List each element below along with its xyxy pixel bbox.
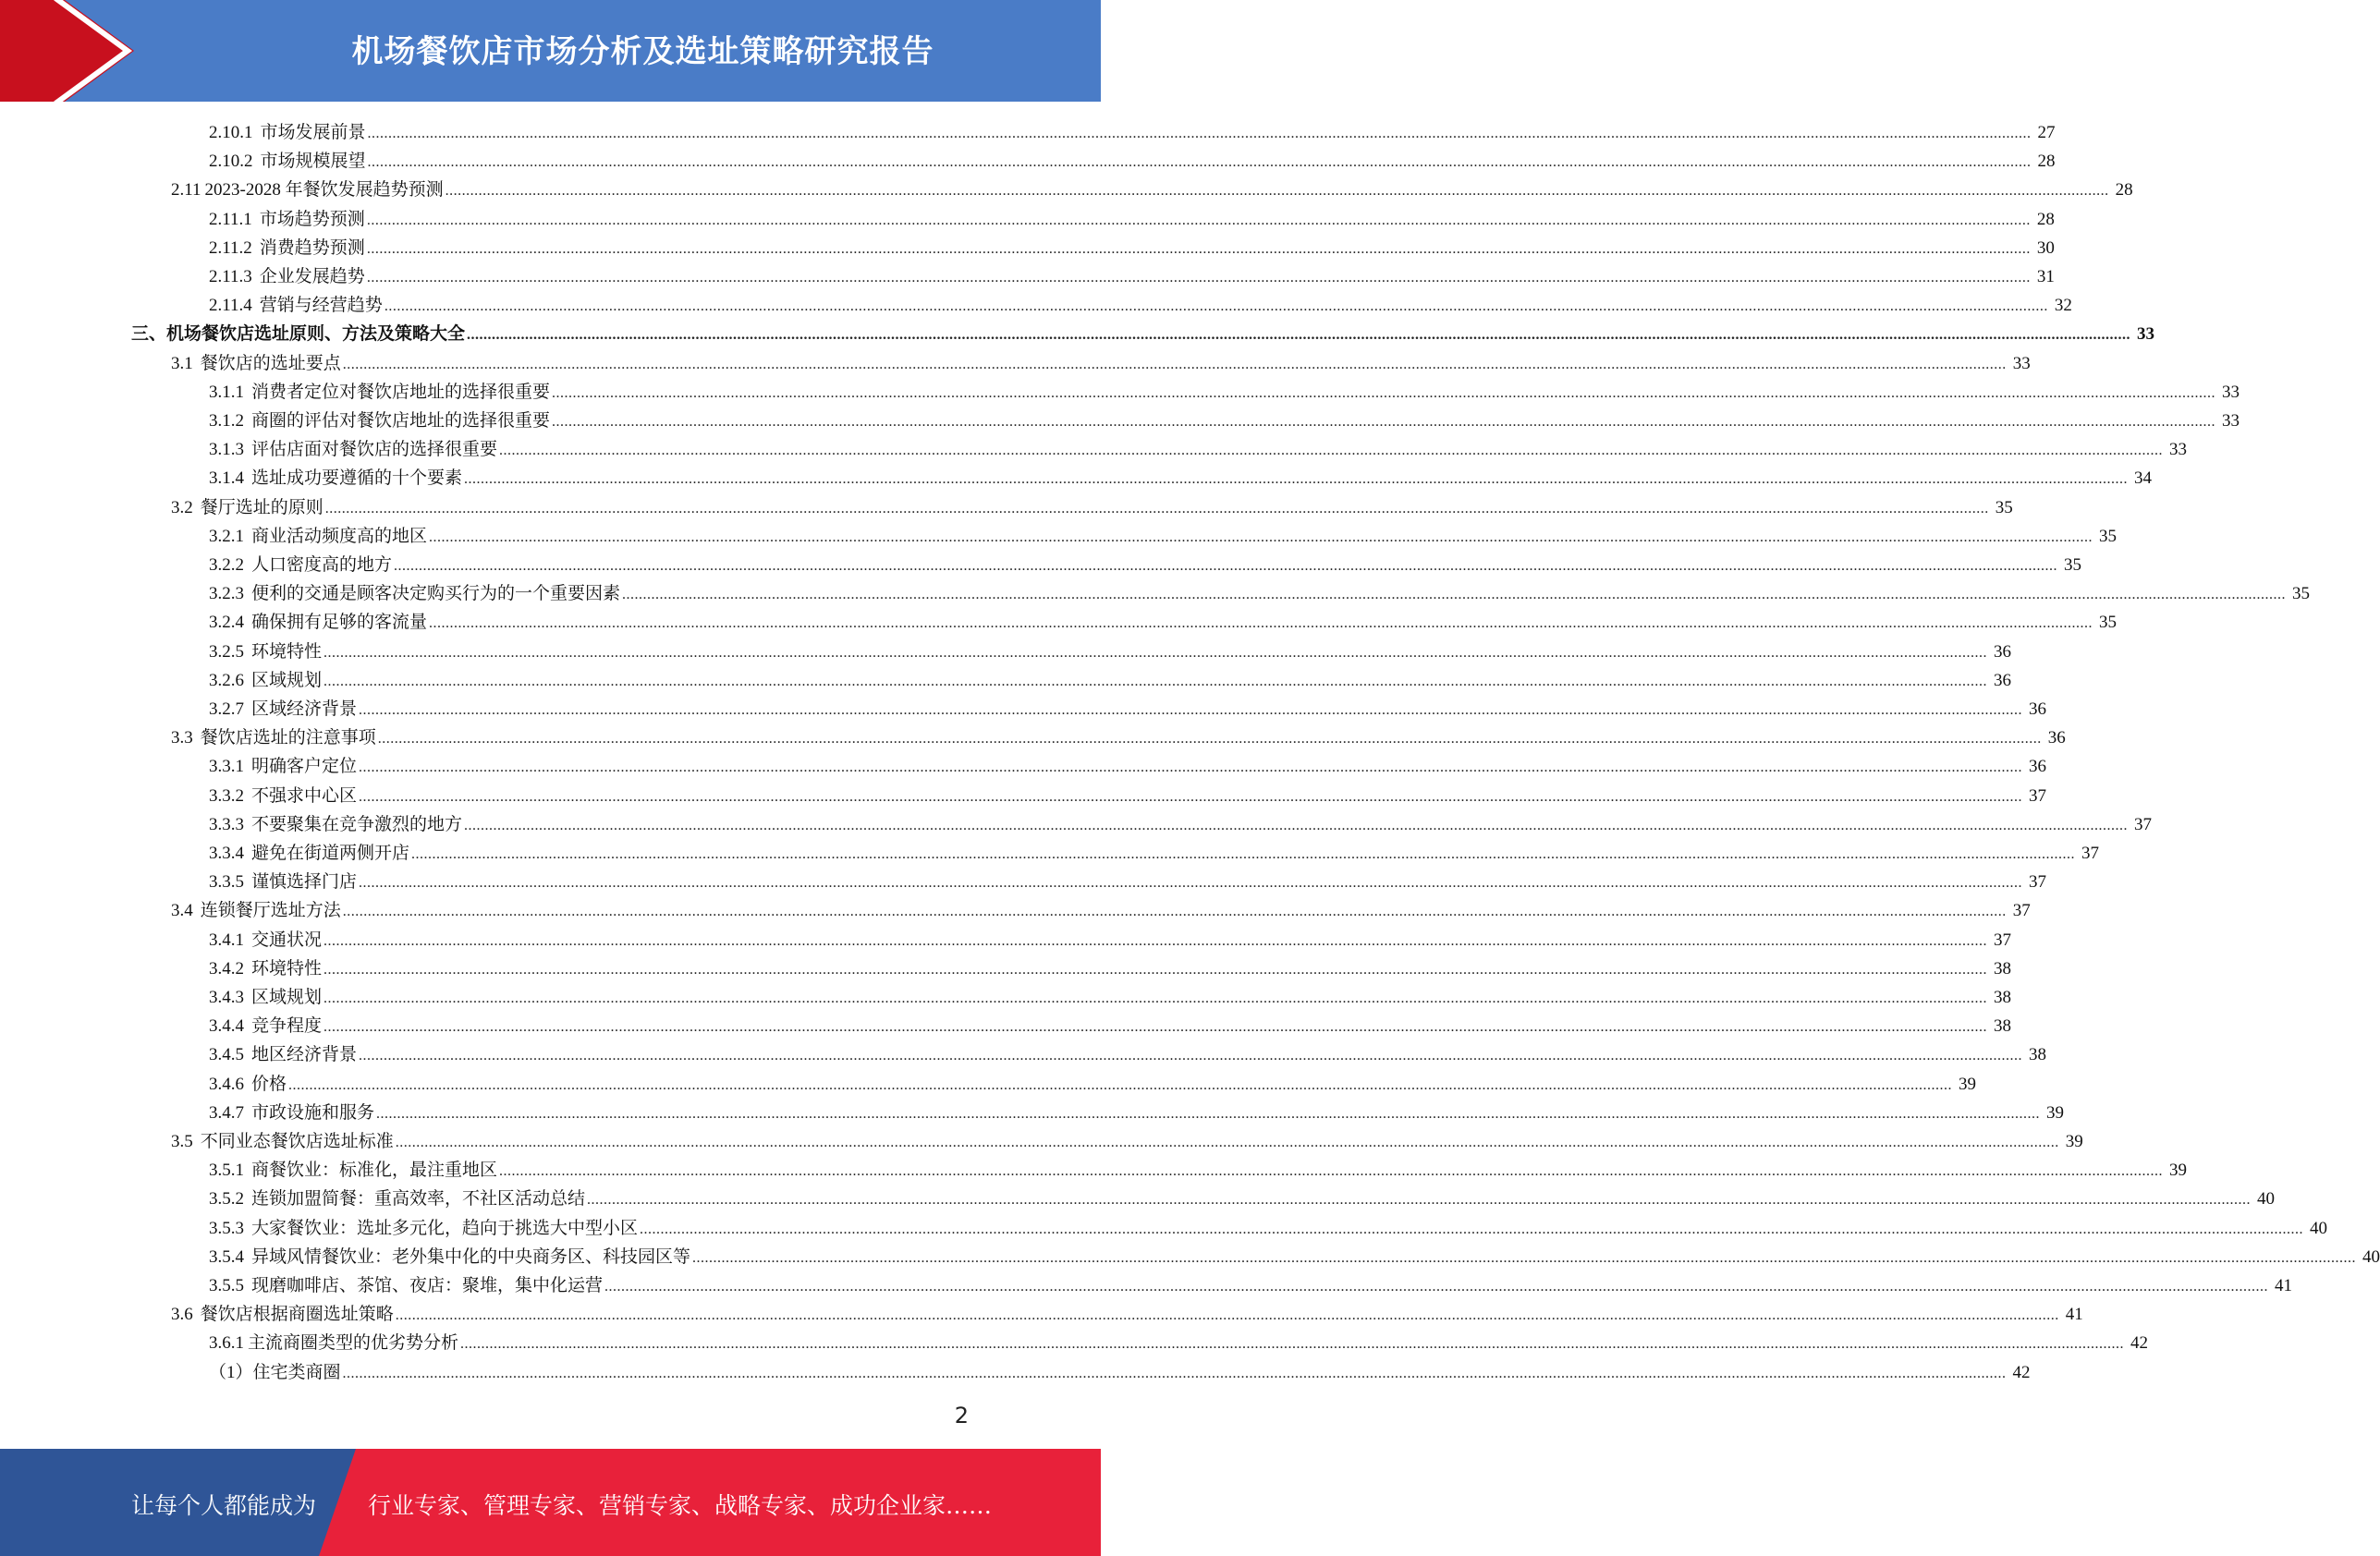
toc-leader-dots: ................................................................................................................................................................................................................................................................................................................................................................................................................ <box>323 991 1988 1006</box>
toc-entry[interactable] <box>171 1300 2083 1329</box>
toc-leader-dots: ................................................................................................................................................................................................................................................................................................................................................................................................................ <box>359 788 2023 805</box>
toc-entry[interactable] <box>171 723 2066 752</box>
toc-leader-dots: ................................................................................................................................................................................................................................................................................................................................................................................................................ <box>359 702 2023 718</box>
toc-entry[interactable] <box>209 407 2240 435</box>
toc-entry-title: 餐饮店的选址要点 <box>200 353 341 373</box>
toc-leader-dots: ................................................................................................................................................................................................................................................................................................................................................................................................................ <box>323 932 1988 949</box>
toc-leader-dots: ................................................................................................................................................................................................................................................................................................................................................................................................................ <box>359 760 2023 776</box>
toc-leader-dots: ................................................................................................................................................................................................................................................................................................................................................................................................................ <box>324 500 1989 517</box>
page-number: 2 <box>954 1403 969 1428</box>
toc-leader-dots: ................................................................................................................................................................................................................................................................................................................................................................................................................ <box>366 212 2031 228</box>
toc-entry[interactable] <box>209 1040 2047 1069</box>
toc-entry-page: 35 <box>2099 613 2118 633</box>
toc-leader-dots: ................................................................................................................................................................................................................................................................................................................................................................................................................ <box>359 875 2023 892</box>
toc-leader-dots: ................................................................................................................................................................................................................................................................................................................................................................................................................ <box>288 1076 1953 1093</box>
toc-entry-number: 3.6 <box>171 1305 193 1325</box>
toc-entry-page: 27 <box>2037 123 2056 142</box>
toc-entry-title: 现磨咖啡店、茶馆、夜店：聚堆，集中化运营 <box>251 1276 604 1295</box>
toc-entry-page: 30 <box>2036 237 2055 258</box>
toc-entry-number: 3.4.5 <box>209 1045 244 1065</box>
toc-entry[interactable] <box>209 1070 1977 1099</box>
toc-entry-page: 37 <box>2012 901 2031 921</box>
toc-leader-dots: ................................................................................................................................................................................................................................................................................................................................................................................................................ <box>464 471 2129 488</box>
toc-entry[interactable] <box>209 118 2056 147</box>
toc-entry-number: 3.2.4 <box>209 613 244 633</box>
toc-entry-number: 3.3.5 <box>209 872 244 893</box>
toc-entry-title: 避免在街道两侧开店 <box>251 844 410 863</box>
toc-entry-number: 3.5.2 <box>209 1189 244 1210</box>
toc-entry[interactable] <box>209 435 2188 464</box>
toc-entry[interactable] <box>209 1358 2031 1387</box>
toc-entry-page: 33 <box>2222 411 2240 431</box>
toc-leader-dots: ................................................................................................................................................................................................................................................................................................................................................................................................................ <box>445 183 2109 200</box>
toc-leader-dots: ................................................................................................................................................................................................................................................................................................................................................................................................................ <box>323 673 1988 689</box>
toc-entry[interactable] <box>209 695 2047 723</box>
toc-leader-dots: ................................................................................................................................................................................................................................................................................................................................................................................................................ <box>367 126 2032 141</box>
toc-leader-dots: ................................................................................................................................................................................................................................................................................................................................................................................................................ <box>366 240 2031 257</box>
toc-entry-number: 3.4.4 <box>209 1016 244 1037</box>
toc-entry[interactable] <box>209 954 2012 983</box>
toc-entry[interactable] <box>209 1012 2012 1040</box>
toc-entry-number: 3.5.1 <box>209 1161 244 1181</box>
toc-entry-title: 2023-2028 年餐饮发展趋势预测 <box>204 180 444 201</box>
toc-entry[interactable] <box>209 551 2082 579</box>
toc-entry-title: 市场规模展望 <box>260 152 366 172</box>
toc-leader-dots: ................................................................................................................................................................................................................................................................................................................................................................................................................ <box>604 1279 2269 1295</box>
toc-entry-page: 38 <box>1994 958 2012 979</box>
toc-entry-title: 消费者定位对餐饮店地址的选择很重要 <box>251 382 551 402</box>
toc-entry-page: 40 <box>2362 1246 2380 1267</box>
toc-entry-title: 明确客户定位 <box>251 757 358 777</box>
toc-entry[interactable] <box>209 1099 2065 1127</box>
toc-entry-page: 35 <box>2292 584 2311 604</box>
toc-entry-page: 38 <box>2029 1045 2047 1065</box>
toc-leader-dots: ................................................................................................................................................................................................................................................................................................................................................................................................................ <box>394 558 2058 574</box>
toc-entry[interactable] <box>209 1156 2188 1185</box>
toc-entry-title: 连锁加盟简餐：重高效率，不社区活动总结 <box>251 1189 586 1210</box>
toc-entry[interactable] <box>209 638 2012 666</box>
toc-entry-title: 区域规划 <box>251 988 323 1007</box>
toc-entry-number: 3.3 <box>171 728 193 748</box>
toc-entry-title: 连锁餐厅选址方法 <box>200 901 341 921</box>
toc-entry[interactable] <box>209 291 2072 320</box>
toc-entry-title: 选址成功要遵循的十个要素 <box>251 468 463 489</box>
toc-entry-number: 3.3.4 <box>209 844 244 863</box>
toc-entry-page: 36 <box>2047 728 2066 748</box>
toc-entry[interactable] <box>209 868 2047 896</box>
toc-leader-dots: ................................................................................................................................................................................................................................................................................................................................................................................................................ <box>395 1307 2059 1324</box>
toc-entry-page: 42 <box>2130 1333 2149 1354</box>
toc-entry[interactable] <box>131 320 2155 348</box>
toc-entry-page: 36 <box>2029 699 2047 719</box>
toc-leader-dots: ................................................................................................................................................................................................................................................................................................................................................................................................................ <box>395 1135 2059 1150</box>
toc-entry-page: 39 <box>1959 1074 1977 1094</box>
report-header <box>0 0 1101 102</box>
toc-entry-title: 三、机场餐饮店选址原则、方法及策略大全 <box>131 324 466 345</box>
toc-entry-page: 37 <box>2081 844 2100 863</box>
toc-entry-number: 3.1.1 <box>209 382 244 402</box>
toc-leader-dots: ................................................................................................................................................................................................................................................................................................................................................................................................................ <box>692 1249 2357 1266</box>
toc-entry-number: 3.4 <box>171 901 193 921</box>
toc-entry-page: 39 <box>2046 1102 2065 1123</box>
toc-entry-number: 3.2.2 <box>209 555 244 575</box>
toc-entry-title: 市政设施和服务 <box>251 1102 375 1123</box>
toc-entry-number: 3.3.2 <box>209 785 244 806</box>
toc-entry-page: 37 <box>1994 930 2012 950</box>
toc-entry-title: 区域规划 <box>251 670 323 690</box>
toc-entry-page: 41 <box>2275 1276 2293 1295</box>
toc-entry-number: 3.6.1 <box>209 1333 244 1354</box>
toc-entry[interactable] <box>171 176 2133 204</box>
toc-entry-title: 环境特性 <box>251 958 323 979</box>
toc-entry-page: 28 <box>2036 209 2055 229</box>
toc-leader-dots: ................................................................................................................................................................................................................................................................................................................................................................................................................ <box>552 414 2216 430</box>
toc-entry-title: 交通状况 <box>251 930 323 950</box>
toc-entry-number: 2.11.3 <box>209 267 252 286</box>
toc-entry-title: 不同业态餐饮店选址标准 <box>200 1132 394 1151</box>
toc-entry-title: 便利的交通是顾客决定购买行为的一个重要因素 <box>251 584 621 604</box>
toc-leader-dots: ................................................................................................................................................................................................................................................................................................................................................................................................................ <box>429 615 2093 632</box>
toc-entry-number: 3.1.4 <box>209 468 244 489</box>
toc-entry-number: 3.3.3 <box>209 814 244 834</box>
toc-entry-title: 营销与经营趋势 <box>259 296 383 316</box>
toc-entry-page: 28 <box>2115 180 2133 201</box>
toc-entry-page: 38 <box>1994 988 2012 1007</box>
toc-entry-title: 价格 <box>251 1074 287 1094</box>
red-chevron-decoration <box>0 0 148 102</box>
toc-entry-number: 3.2.6 <box>209 670 244 690</box>
toc-entry-title: 商圈的评估对餐饮店地址的选择很重要 <box>251 411 551 431</box>
toc-entry[interactable] <box>209 147 2056 176</box>
toc-entry-title: 商业活动频度高的地区 <box>251 526 428 546</box>
toc-entry-number: 2.11.1 <box>209 209 252 229</box>
toc-entry[interactable] <box>209 1329 2149 1357</box>
toc-entry-page: 35 <box>1995 497 2013 517</box>
toc-entry-page: 38 <box>1994 1016 2012 1037</box>
toc-entry[interactable] <box>209 782 2047 810</box>
toc-entry-title: 消费趋势预测 <box>259 237 365 258</box>
toc-entry-page: 36 <box>1994 641 2012 662</box>
toc-entry-title: 谨慎选择门店 <box>251 872 358 893</box>
toc-entry-title: 市场发展前景 <box>260 123 366 142</box>
toc-entry[interactable] <box>209 983 2012 1012</box>
toc-entry[interactable] <box>209 1185 2276 1213</box>
toc-entry-number: 3.2.1 <box>209 526 244 546</box>
toc-leader-dots: ................................................................................................................................................................................................................................................................................................................................................................................................................ <box>411 846 2076 862</box>
toc-entry-number: 3.3.1 <box>209 757 244 777</box>
toc-entry-page: 32 <box>2054 296 2072 316</box>
toc-entry-title: 市场趋势预测 <box>259 209 365 229</box>
toc-entry-page: 41 <box>2065 1305 2083 1325</box>
toc-entry[interactable] <box>209 1243 2380 1271</box>
toc-entry-page: 31 <box>2036 267 2055 286</box>
toc-entry[interactable] <box>209 205 2055 234</box>
toc-entry-page: 37 <box>2029 785 2047 806</box>
footer-roles: 行业专家、管理专家、营销专家、战略专家、成功企业家…… <box>368 1492 993 1519</box>
toc-entry-title: 地区经济背景 <box>251 1045 358 1065</box>
toc-entry-title: 异域风情餐饮业：老外集中化的中央商务区、科技园区等 <box>251 1246 691 1267</box>
toc-entry[interactable] <box>209 608 2118 637</box>
toc-entry[interactable] <box>209 262 2055 291</box>
toc-entry-number: 2.10.1 <box>209 123 253 142</box>
toc-leader-dots: ................................................................................................................................................................................................................................................................................................................................................................................................................ <box>622 587 2287 603</box>
toc-entry-number: 3.2.5 <box>209 641 244 662</box>
toc-entry-title: 企业发展趋势 <box>259 267 365 286</box>
toc-entry[interactable] <box>209 810 2153 839</box>
toc-entry-title: 商餐饮业：标准化，最注重地区 <box>251 1161 498 1181</box>
footer-slogan: 让每个人都能成为 <box>131 1492 317 1519</box>
toc-leader-dots: ................................................................................................................................................................................................................................................................................................................................................................................................................ <box>640 1221 2304 1237</box>
toc-leader-dots: ................................................................................................................................................................................................................................................................................................................................................................................................................ <box>366 270 2031 286</box>
toc-leader-dots: ................................................................................................................................................................................................................................................................................................................................................................................................................ <box>342 356 2007 372</box>
toc-entry[interactable] <box>209 522 2118 551</box>
toc-entry[interactable] <box>209 378 2240 407</box>
toc-entry[interactable] <box>209 579 2311 608</box>
toc-entry-page: 40 <box>2310 1218 2328 1238</box>
toc-entry-title: 不强求中心区 <box>251 785 358 806</box>
toc-entry-page: 37 <box>2029 872 2047 893</box>
toc-entry[interactable] <box>209 234 2055 262</box>
toc-entry-number: 3.2.3 <box>209 584 244 604</box>
toc-entry-title: 餐饮店选址的注意事项 <box>200 728 376 748</box>
toc-entry-page: 40 <box>2257 1189 2276 1210</box>
toc-entry-page: 34 <box>2134 468 2153 489</box>
toc-entry-number: 3.1 <box>171 353 193 373</box>
toc-entry-title: 确保拥有足够的客流量 <box>251 613 428 633</box>
toc-entry-title: 不要聚集在竞争激烈的地方 <box>251 814 463 834</box>
toc-entry-number: 3.4.7 <box>209 1102 244 1123</box>
toc-entry-number: 3.5 <box>171 1132 193 1151</box>
toc-entry-page: 37 <box>2134 814 2153 834</box>
toc-entry-title: 餐厅选址的原则 <box>200 497 323 517</box>
toc-leader-dots: ................................................................................................................................................................................................................................................................................................................................................................................................................ <box>359 1048 2023 1064</box>
toc-entry-page: 35 <box>2099 526 2118 546</box>
toc-entry-number: 2.11.4 <box>209 296 252 316</box>
toc-entry-page: 36 <box>1994 670 2012 690</box>
toc-leader-dots: ................................................................................................................................................................................................................................................................................................................................................................................................................ <box>367 154 2032 171</box>
toc-entry[interactable] <box>171 1127 2083 1156</box>
toc-entry[interactable] <box>209 464 2153 492</box>
toc-entry[interactable] <box>171 349 2031 378</box>
toc-entry-number: 3.2 <box>171 497 193 517</box>
toc-leader-dots: ................................................................................................................................................................................................................................................................................................................................................................................................................ <box>587 1192 2252 1209</box>
toc-entry[interactable] <box>209 1271 2293 1300</box>
footer-banner <box>0 1449 1101 1556</box>
toc-leader-dots: ................................................................................................................................................................................................................................................................................................................................................................................................................ <box>323 1019 1988 1036</box>
toc-entry-number: 3.1.3 <box>209 440 244 460</box>
toc-entry-page: 35 <box>2064 555 2082 575</box>
toc-entry-number: 3.4.2 <box>209 958 244 979</box>
toc-entry[interactable] <box>209 752 2047 781</box>
toc-leader-dots: ................................................................................................................................................................................................................................................................................................................................................................................................................ <box>499 1163 2164 1180</box>
toc-entry-number: 3.5.5 <box>209 1276 244 1295</box>
toc-entry-page: 33 <box>2012 353 2031 373</box>
toc-leader-dots: ................................................................................................................................................................................................................................................................................................................................................................................................................ <box>342 1365 2007 1381</box>
toc-entry-title: 竞争程度 <box>251 1016 323 1037</box>
toc-leader-dots: ................................................................................................................................................................................................................................................................................................................................................................................................................ <box>460 1336 2125 1353</box>
toc-entry[interactable] <box>209 1214 2328 1243</box>
toc-entry-number: 3.2.7 <box>209 699 244 719</box>
toc-entry-number: 3.5.3 <box>209 1218 244 1238</box>
toc-entry-title: 环境特性 <box>251 641 323 662</box>
report-title: 机场餐饮店市场分析及选址策略研究报告 <box>351 33 934 70</box>
toc-leader-dots: ................................................................................................................................................................................................................................................................................................................................................................................................................ <box>467 327 2131 344</box>
toc-entry-title: （1）住宅类商圈 <box>209 1362 341 1382</box>
toc-leader-dots: ................................................................................................................................................................................................................................................................................................................................................................................................................ <box>342 904 2007 920</box>
toc-leader-dots: ................................................................................................................................................................................................................................................................................................................................................................................................................ <box>429 529 2093 545</box>
toc-entry-title: 区域经济背景 <box>251 699 358 719</box>
toc-leader-dots: ................................................................................................................................................................................................................................................................................................................................................................................................................ <box>323 644 1988 661</box>
toc-leader-dots: ................................................................................................................................................................................................................................................................................................................................................................................................................ <box>384 298 2048 315</box>
toc-entry[interactable] <box>209 926 2012 954</box>
toc-entry-page: 36 <box>2029 757 2047 777</box>
toc-entry[interactable] <box>209 666 2012 695</box>
toc-entry-page: 39 <box>2169 1161 2188 1181</box>
toc-entry-number: 2.10.2 <box>209 152 253 172</box>
toc-leader-dots: ................................................................................................................................................................................................................................................................................................................................................................................................................ <box>376 1105 2041 1122</box>
toc-leader-dots: ................................................................................................................................................................................................................................................................................................................................................................................................................ <box>552 384 2216 401</box>
toc-entry-number: 2.11 <box>171 180 201 201</box>
toc-entry-title: 评估店面对餐饮店的选择很重要 <box>251 440 498 460</box>
toc-entry-page: 39 <box>2065 1132 2083 1151</box>
toc-entry[interactable] <box>171 896 2031 925</box>
toc-entry-title: 大家餐饮业：选址多元化，趋向于挑选大中型小区 <box>251 1218 639 1238</box>
toc-leader-dots: ................................................................................................................................................................................................................................................................................................................................................................................................................ <box>377 731 2042 748</box>
toc-entry-number: 3.4.6 <box>209 1074 244 1094</box>
toc-entry-number: 3.1.2 <box>209 411 244 431</box>
toc-entry[interactable] <box>171 493 2013 522</box>
toc-entry[interactable] <box>209 839 2100 868</box>
toc-leader-dots: ................................................................................................................................................................................................................................................................................................................................................................................................................ <box>499 443 2164 459</box>
toc-entry-number: 2.11.2 <box>209 237 252 258</box>
toc-leader-dots: ................................................................................................................................................................................................................................................................................................................................................................................................................ <box>323 961 1988 978</box>
toc-entry-page: 33 <box>2222 382 2240 402</box>
toc-leader-dots: ................................................................................................................................................................................................................................................................................................................................................................................................................ <box>464 817 2129 833</box>
toc-entry-number: 3.5.4 <box>209 1246 244 1267</box>
toc-entry-page: 33 <box>2169 440 2188 460</box>
toc-entry-number: 3.4.3 <box>209 988 244 1007</box>
toc-entry-page: 42 <box>2012 1362 2031 1382</box>
toc-entry-title: 主流商圈类型的优劣势分析 <box>248 1333 459 1354</box>
toc-entry-page: 33 <box>2137 324 2155 345</box>
toc-entry-number: 3.4.1 <box>209 930 244 950</box>
toc-entry-title: 人口密度高的地方 <box>251 555 393 575</box>
toc-entry-title: 餐饮店根据商圈选址策略 <box>200 1305 394 1325</box>
toc-entry-page: 28 <box>2037 152 2056 172</box>
